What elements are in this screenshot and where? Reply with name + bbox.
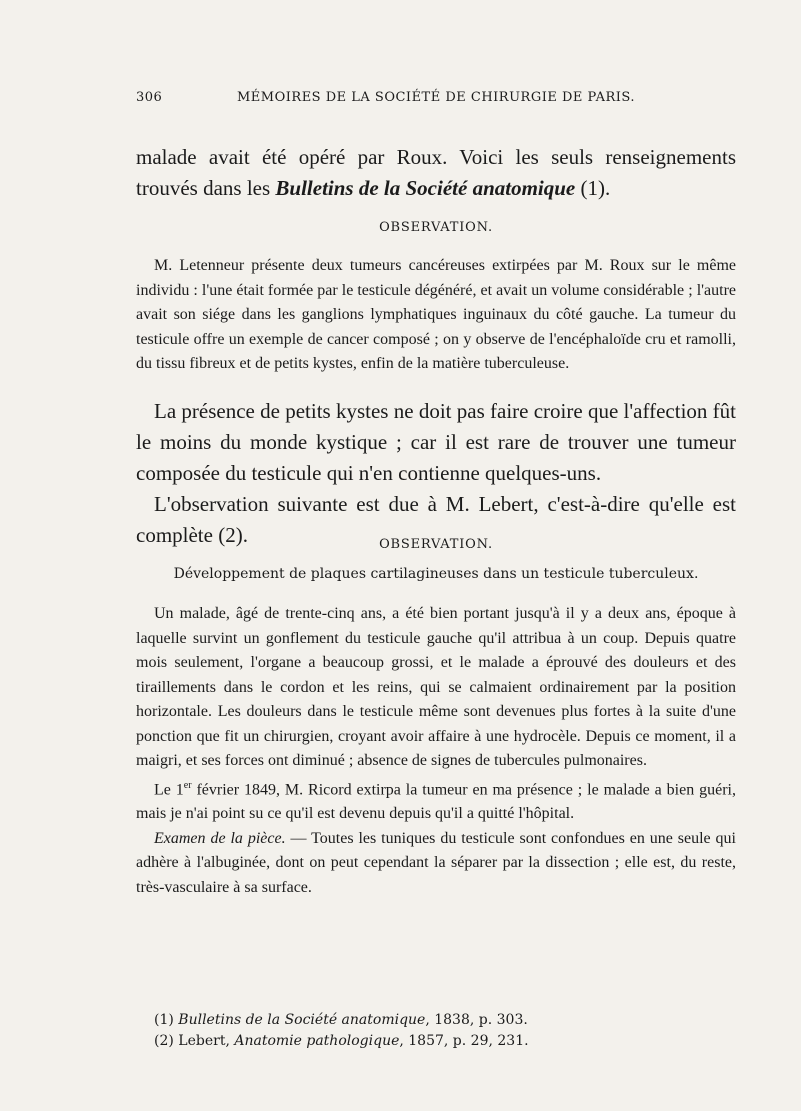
observation-2-subtitle: Développement de plaques cartilagineuses dans un testicule tuberculeux. (173, 566, 699, 582)
p3-rest: — Toutes les tuniques du testicule sont confondues en une seule qui adhère à l'albuginée, dont on peut cependant la séparer par la dissection ; elle est, du reste, très-vasculaire à sa surface. (136, 829, 737, 896)
observation-2-body (136, 602, 736, 900)
intro-paragraph (136, 142, 736, 204)
p2-superscript: er (183, 779, 192, 791)
footnote-2 (136, 1031, 736, 1052)
running-title: MÉMOIRES DE LA SOCIÉTÉ DE CHIRURGIE DE PARIS. (237, 90, 635, 105)
p3-heading: Examen de la pièce. (154, 829, 286, 847)
footnote-1-rest: , 1838, p. 303. (425, 1012, 528, 1028)
intro-text: malade avait été opéré par Roux. Voici les seuls renseignements trouvés dans les (136, 145, 736, 200)
footnote-1-marker: (1) (154, 1012, 174, 1028)
observation-2-p3 (136, 827, 736, 901)
observation-2-heading: OBSERVATION. (379, 537, 493, 552)
intro-footnote-ref: (1). (575, 176, 611, 200)
observation-1-body (136, 254, 736, 377)
footnote-1 (136, 1010, 736, 1031)
commentary (136, 396, 736, 551)
footnote-2-marker: (2) (154, 1033, 174, 1049)
footnote-2-author: Lebert, (178, 1033, 235, 1049)
intro-journal-title: Bulletins de la Société anatomique (275, 176, 576, 200)
footnote-2-title: Anatomie pathologique (234, 1033, 400, 1049)
observation-2-p2 (136, 774, 736, 827)
p2-start: Le 1 (154, 780, 184, 798)
footnote-1-title: Bulletins de la Société anatomique (178, 1012, 426, 1028)
observation-1-paragraph: M. Letenneur présente deux tumeurs cancéreuses extirpées par M. Roux sur le même individu : l'une était formée par le testicule dégénéré, et avait un volume considérable ; l'autre avait son siége dans les ganglions lymphatiques inguinaux du côté gauche. La tumeur du testicule offre un exemple de cancer composé ; on y observe de l'encéphaloïde cru et ramolli, du tissu fibreux et de petits kystes, enfin de la matière tuberculeuse. (136, 257, 736, 372)
page-number: 306 (136, 90, 163, 105)
commentary-p2: L'observation suivante est due à M. Lebert, c'est-à-dire qu'elle est complète (2). (136, 492, 736, 547)
observation-2-p1: Un malade, âgé de trente-cinq ans, a été bien portant jusqu'à il y a deux ans, époque à laquelle survint un gonflement du testicule gauche qu'il attribua à un coup. Depuis quatre mois seulement, l'organe a beaucoup grossi, et le malade a éprouvé des douleurs et des tiraillements dans le cordon et les reins, qui se calmaient ordinairement par la position horizontale. Les douleurs dans le testicule même sont devenues plus fortes à la suite d'une ponction que fit un chirurgien, croyant avoir affaire à une hydrocèle. Depuis ce moment, il a maigri, et ses forces ont diminué ; absence de signes de tubercules pulmonaires. (136, 605, 736, 769)
footnotes (136, 1010, 736, 1052)
p2-rest: février 1849, M. Ricord extirpa la tumeur en ma présence ; le malade a bien guéri, mais je n'ai point su ce qu'il est devenu depuis qu'il a quitté l'hôpital. (136, 780, 737, 823)
commentary-p1: La présence de petits kystes ne doit pas faire croire que l'affection fût le moins du monde kystique ; car il est rare de trouver une tumeur composée du testicule qui n'en contienne quelques-uns. (136, 399, 736, 485)
observation-1-heading: OBSERVATION. (379, 220, 493, 235)
footnote-2-rest: , 1857, p. 29, 231. (399, 1033, 529, 1049)
